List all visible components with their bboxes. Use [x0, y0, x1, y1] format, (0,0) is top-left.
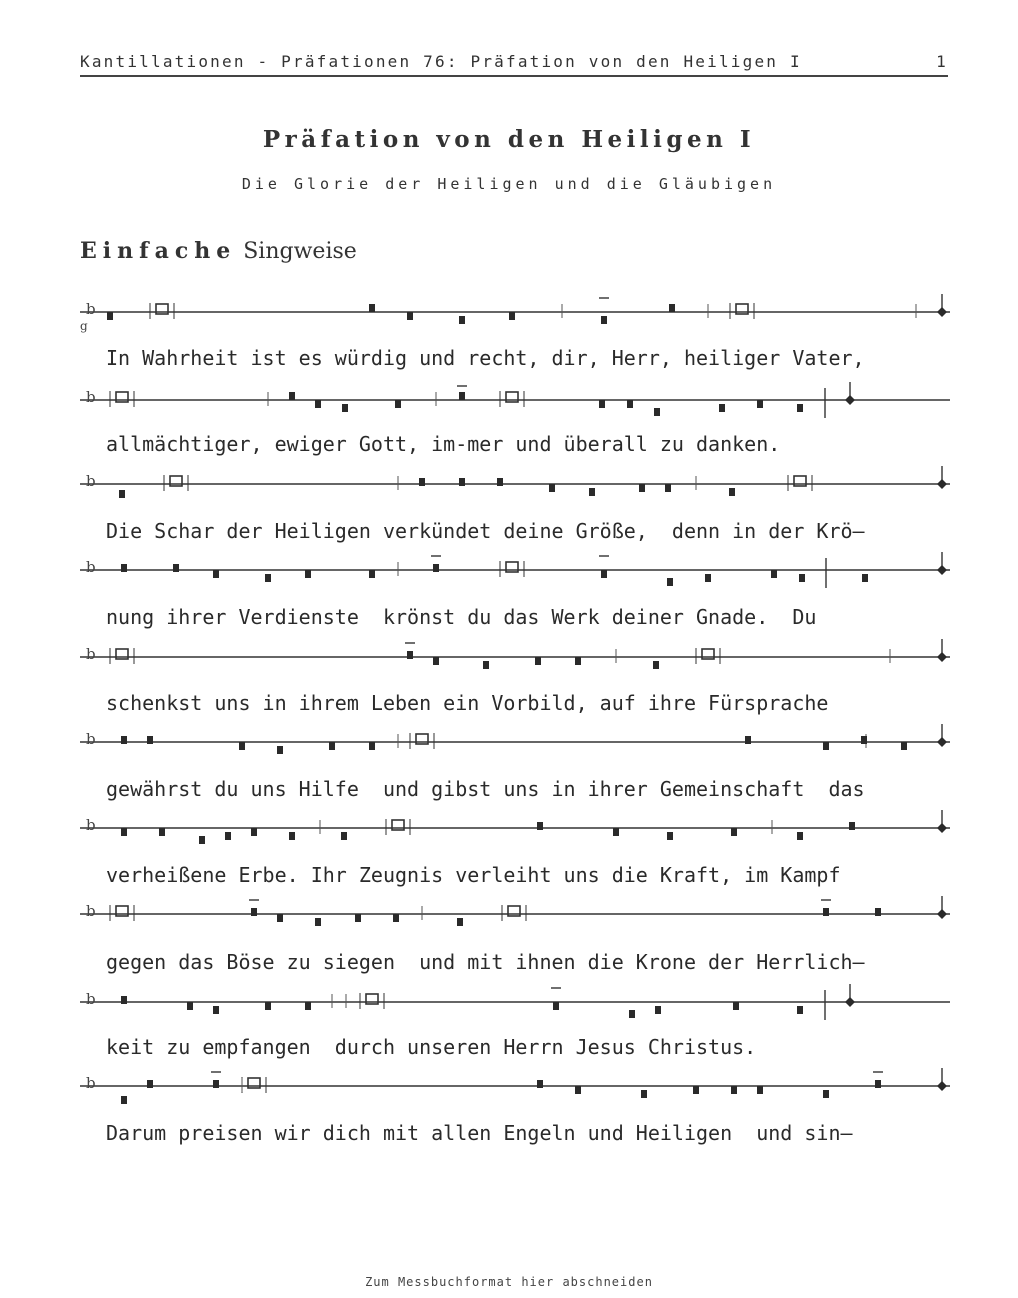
chant-note: [305, 1002, 311, 1010]
chant-note: [575, 1086, 581, 1094]
chant-note: [457, 918, 463, 926]
page-title: Präfation von den Heiligen I: [262, 126, 756, 153]
chant-note: [121, 1096, 127, 1104]
chant-staff-7: [80, 806, 950, 846]
chant-note: [665, 484, 671, 492]
chant-note: [277, 914, 283, 922]
lyric-line-10: Darum preisen wir dich mit allen Engeln und Heiligen und sin–: [106, 1121, 853, 1145]
chant-note: [797, 1006, 803, 1014]
chant-note: [601, 316, 607, 324]
chant-note: [147, 1080, 153, 1088]
lyric-line-7: verheißene Erbe. Ihr Zeugnis verleiht uns die Kraft, im Kampf: [106, 863, 841, 887]
chant-note: [771, 570, 777, 578]
chant-staff-4: [80, 548, 950, 588]
chant-note: [355, 914, 361, 922]
chant-note: [213, 570, 219, 578]
lyric-line-2: allmächtiger, ewiger Gott, im-mer und überall zu danken.: [106, 432, 781, 456]
header-rule: [80, 75, 948, 77]
chant-note: [901, 742, 907, 750]
chant-note: [797, 404, 803, 412]
chant-note: [535, 657, 541, 665]
chant-note: [433, 657, 439, 665]
flat-clef-icon: b: [86, 645, 96, 663]
chant-note: [199, 836, 205, 844]
chant-note: [265, 1002, 271, 1010]
chant-note: [823, 908, 829, 916]
chant-note: [251, 908, 257, 916]
chant-staff-8: [80, 892, 950, 932]
flat-clef-icon: b: [86, 472, 96, 490]
chant-note: [509, 312, 515, 320]
flat-clef-icon: b: [86, 902, 96, 920]
chant-note: [289, 832, 295, 840]
lyric-line-3: Die Schar der Heiligen verkündet deine Größe, denn in der Krö–: [106, 519, 865, 543]
chant-note: [433, 564, 439, 572]
chant-note: [497, 478, 503, 486]
chant-note: [459, 392, 465, 400]
chant-note: [251, 828, 257, 836]
chant-note: [187, 1002, 193, 1010]
chant-note: [799, 574, 805, 582]
final-note-icon: [937, 307, 947, 317]
chant-note: [277, 746, 283, 754]
chant-note: [599, 400, 605, 408]
chant-note: [733, 1002, 739, 1010]
chant-note: [757, 400, 763, 408]
chant-note: [537, 1080, 543, 1088]
chant-note: [342, 404, 348, 412]
running-title: Kantillationen - Präfationen 76: Präfation von den Heiligen I: [80, 52, 802, 71]
chant-note: [369, 304, 375, 312]
chant-note: [289, 392, 295, 400]
chant-note: [407, 312, 413, 320]
chant-note: [537, 822, 543, 830]
chant-note: [341, 832, 347, 840]
lyric-line-8: gegen das Böse zu siegen und mit ihnen die Krone der Herrlich–: [106, 950, 865, 974]
chant-note: [575, 657, 581, 665]
flat-clef-icon: b: [86, 816, 96, 834]
chant-note: [369, 570, 375, 578]
chant-note: [613, 828, 619, 836]
chant-note: [419, 478, 425, 486]
flat-clef-icon: b: [86, 558, 96, 576]
chant-note: [315, 918, 321, 926]
final-note-icon: [845, 997, 855, 1007]
final-note-icon: [937, 479, 947, 489]
final-note-icon: [937, 823, 947, 833]
chant-note: [315, 400, 321, 408]
chant-note: [173, 564, 179, 572]
chant-note: [329, 742, 335, 750]
chant-note: [639, 484, 645, 492]
chant-staff-2: [80, 378, 950, 418]
chant-note: [627, 400, 633, 408]
flat-clef-icon: b: [86, 990, 96, 1008]
chant-note: [653, 661, 659, 669]
section-heading-rest: Singweise: [243, 239, 357, 264]
chant-note: [655, 1006, 661, 1014]
footer-cut-note: Zum Messbuchformat hier abschneiden: [365, 1275, 653, 1289]
chant-note: [213, 1080, 219, 1088]
flat-clef-icon: b: [86, 388, 96, 406]
flat-clef-icon: b: [86, 730, 96, 748]
lyric-line-1: In Wahrheit ist es würdig und recht, dir, Herr, heiliger Vater,: [106, 346, 865, 370]
chant-note: [731, 1086, 737, 1094]
page-number: 1: [936, 52, 948, 71]
chant-note: [641, 1090, 647, 1098]
chant-note: [861, 736, 867, 744]
chant-note: [669, 304, 675, 312]
final-note-icon: [937, 652, 947, 662]
chant-note: [213, 1006, 219, 1014]
chant-staff-10: [80, 1064, 950, 1104]
chant-note: [553, 1002, 559, 1010]
final-note-icon: [937, 565, 947, 575]
chant-note: [147, 736, 153, 744]
chant-note: [395, 400, 401, 408]
section-heading: [80, 238, 357, 264]
lyric-line-6: gewährst du uns Hilfe und gibst uns in ihrer Gemeinschaft das: [106, 777, 865, 801]
chant-note: [875, 908, 881, 916]
chant-note: [121, 736, 127, 744]
final-note-icon: [845, 395, 855, 405]
chant-note: [757, 1086, 763, 1094]
chant-note: [265, 574, 271, 582]
chant-note: [667, 578, 673, 586]
chant-staff-5: [80, 635, 950, 675]
flat-clef-icon: b: [86, 1074, 96, 1092]
final-note-icon: [937, 1081, 947, 1091]
section-heading-spaced: Einfache: [80, 238, 237, 264]
chant-staff-6: [80, 720, 950, 760]
chant-note: [121, 828, 127, 836]
chant-note: [667, 832, 673, 840]
chant-note: [483, 661, 489, 669]
chant-note: [407, 651, 413, 659]
flat-clef-icon: b: [86, 300, 96, 318]
final-note-icon: [937, 737, 947, 747]
chant-note: [875, 1080, 881, 1088]
chant-note: [729, 488, 735, 496]
chant-note: [369, 742, 375, 750]
chant-note: [705, 574, 711, 582]
chant-note: [225, 832, 231, 840]
chant-staff-1: [80, 290, 950, 333]
chant-note: [305, 570, 311, 578]
chant-note: [107, 312, 113, 320]
chant-note: [849, 822, 855, 830]
chant-note: [862, 574, 868, 582]
chant-staff-3: [80, 462, 950, 502]
chant-note: [549, 484, 555, 492]
chant-note: [745, 736, 751, 744]
final-note-icon: [937, 909, 947, 919]
lyric-line-4: nung ihrer Verdienste krönst du das Werk deiner Gnade. Du: [106, 605, 817, 629]
chant-note: [823, 742, 829, 750]
chant-note: [601, 570, 607, 578]
chant-note: [629, 1010, 635, 1018]
g-clef-icon: g: [80, 319, 88, 333]
page-subtitle: Die Glorie der Heiligen und die Gläubigen: [241, 175, 777, 193]
chant-note: [239, 742, 245, 750]
chant-staff-9: [80, 980, 950, 1020]
running-head: [80, 48, 948, 76]
chant-note: [121, 996, 127, 1004]
chant-note: [731, 828, 737, 836]
chant-note: [823, 1090, 829, 1098]
chant-note: [159, 828, 165, 836]
chant-note: [459, 478, 465, 486]
chant-note: [121, 564, 127, 572]
chant-note: [459, 316, 465, 324]
chant-note: [589, 488, 595, 496]
chant-note: [797, 832, 803, 840]
chant-note: [119, 490, 125, 498]
chant-note: [693, 1086, 699, 1094]
lyric-line-5: schenkst uns in ihrem Leben ein Vorbild, auf ihre Fürsprache: [106, 691, 829, 715]
chant-note: [393, 914, 399, 922]
chant-note: [719, 404, 725, 412]
lyric-line-9: keit zu empfangen durch unseren Herrn Jesus Christus.: [106, 1035, 757, 1059]
chant-note: [654, 408, 660, 416]
